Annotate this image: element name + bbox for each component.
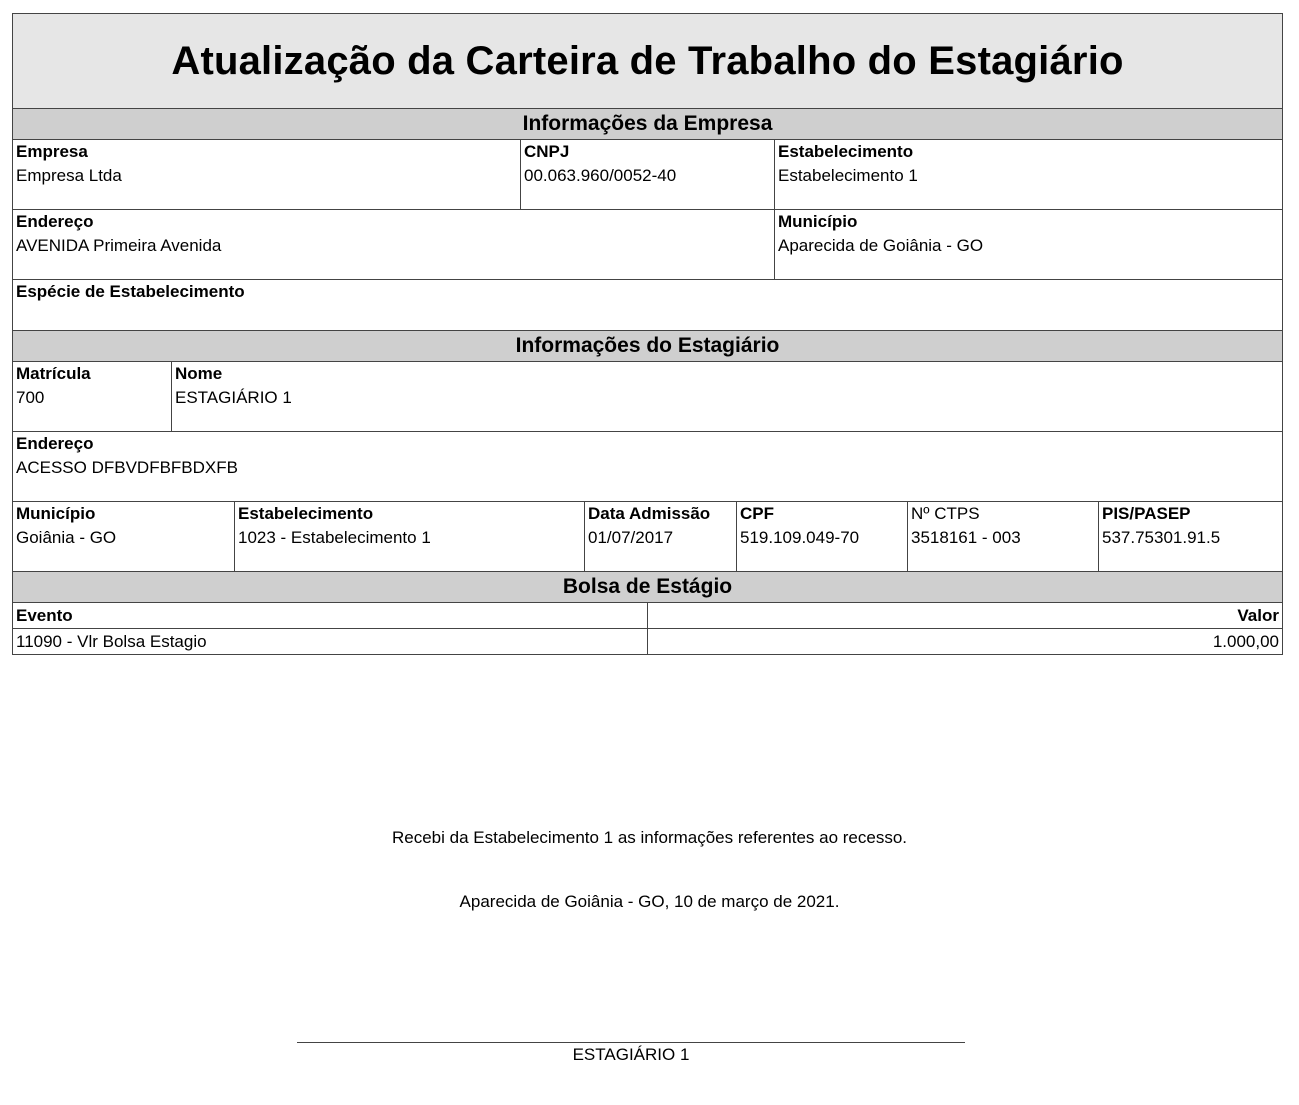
estabelecimento-value: Estabelecimento 1: [778, 166, 918, 185]
empresa-value: Empresa Ltda: [16, 166, 122, 185]
document: [12, 13, 1283, 655]
cpf-label: CPF: [740, 504, 774, 523]
cnpj-label: CNPJ: [524, 142, 570, 161]
cpf-cell: [737, 502, 908, 571]
pis-value: 537.75301.91.5: [1102, 528, 1221, 547]
evento-cell: 11090 - Vlr Bolsa Estagio: [13, 629, 648, 654]
especie-label: Espécie de Estabelecimento: [16, 282, 245, 301]
company-endereco-value: AVENIDA Primeira Avenida: [16, 236, 222, 255]
admissao-value: 01/07/2017: [588, 528, 674, 547]
ctps-value: 3518161 - 003: [911, 528, 1021, 547]
admissao-label: Data Admissão: [588, 504, 711, 523]
signature-line: [297, 1042, 965, 1043]
intern-section-heading: Informações do Estagiário: [12, 331, 1283, 362]
empresa-cell: [13, 140, 521, 209]
company-endereco-label: Endereço: [16, 212, 94, 231]
title-box: [12, 13, 1283, 109]
especie-cell: [13, 280, 1282, 330]
cnpj-value: 00.063.960/0052-40: [524, 166, 677, 185]
valor-cell: 1.000,00: [1212, 632, 1279, 651]
company-municipio-label: Município: [778, 212, 858, 231]
estabelecimento-cell: [775, 140, 1282, 209]
ctps-label: Nº CTPS: [911, 504, 980, 523]
company-row-2: [12, 210, 1283, 280]
place-date-text: Aparecida de Goiânia - GO, 10 de março de 2021.: [459, 892, 840, 911]
nome-value: ESTAGIÁRIO 1: [175, 388, 292, 407]
company-section-heading: Informações da Empresa: [12, 109, 1283, 140]
intern-endereco-label: Endereço: [16, 434, 94, 453]
cpf-value: 519.109.049-70: [740, 528, 860, 547]
intern-estabelecimento-label: Estabelecimento: [238, 504, 374, 523]
pis-cell: [1099, 502, 1282, 571]
company-row-1: [12, 140, 1283, 210]
intern-endereco-cell: [13, 432, 1282, 501]
intern-endereco-value: ACESSO DFBVDFBFBDXFB: [16, 458, 238, 477]
matricula-cell: [13, 362, 172, 431]
valor-header: Valor: [1237, 606, 1279, 625]
matricula-value: 700: [16, 388, 45, 407]
company-municipio-value: Aparecida de Goiânia - GO: [778, 236, 984, 255]
receipt-text: Recebi da Estabelecimento 1 as informações referentes ao recesso.: [392, 828, 907, 847]
intern-municipio-label: Município: [16, 504, 96, 523]
company-endereco-cell: [13, 210, 775, 279]
intern-row-3: [12, 502, 1283, 572]
empresa-label: Empresa: [16, 142, 88, 161]
signature-name: ESTAGIÁRIO 1: [572, 1045, 690, 1064]
nome-cell: [172, 362, 1282, 431]
matricula-label: Matrícula: [16, 364, 91, 383]
intern-municipio-value: Goiânia - GO: [16, 528, 117, 547]
intern-estabelecimento-cell: [235, 502, 585, 571]
nome-label: Nome: [175, 364, 223, 383]
intern-municipio-cell: [13, 502, 235, 571]
pis-label: PIS/PASEP: [1102, 504, 1191, 523]
page-title: Atualização da Carteira de Trabalho do Estagiário: [171, 38, 1124, 83]
intern-estabelecimento-value: 1023 - Estabelecimento 1: [238, 528, 431, 547]
company-municipio-cell: [775, 210, 1282, 279]
table-row: [12, 629, 1283, 655]
intern-row-1: [12, 362, 1283, 432]
company-row-3: [12, 280, 1283, 331]
cnpj-cell: [521, 140, 775, 209]
estabelecimento-label: Estabelecimento: [778, 142, 914, 161]
admissao-cell: [585, 502, 737, 571]
evento-header: Evento: [13, 603, 648, 628]
intern-row-2: [12, 432, 1283, 502]
stipend-header-row: [12, 603, 1283, 629]
ctps-cell: [908, 502, 1099, 571]
stipend-section-heading: Bolsa de Estágio: [12, 572, 1283, 603]
